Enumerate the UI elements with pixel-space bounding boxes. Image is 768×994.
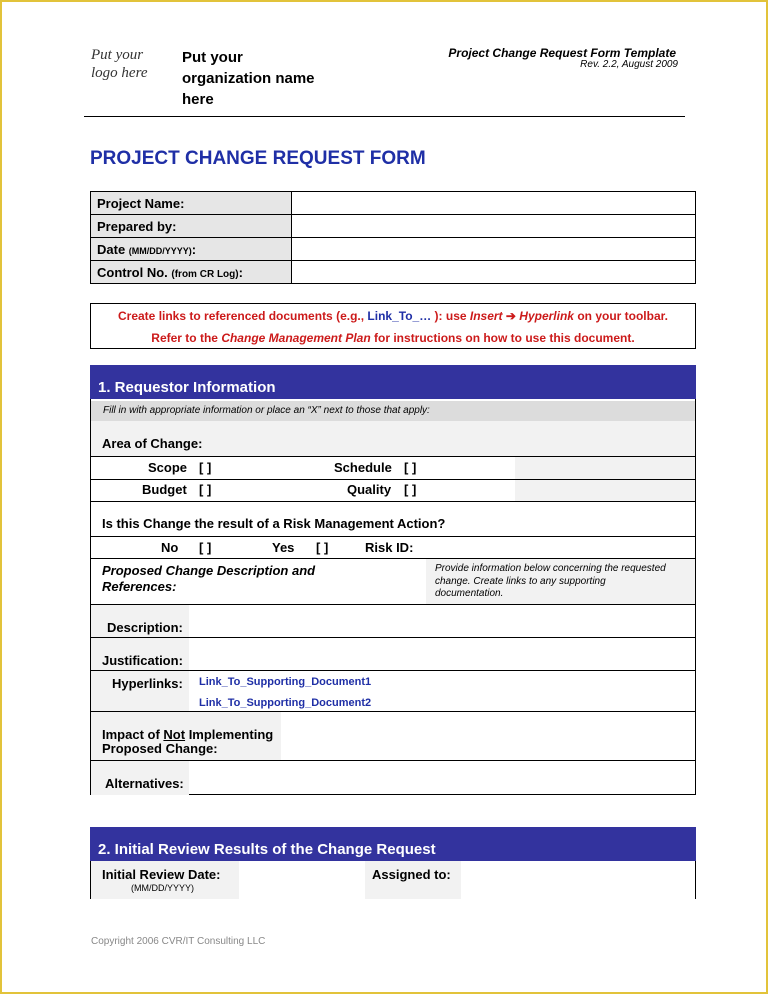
table-row [91,261,696,284]
assigned-to-label: Assigned to: [372,867,451,882]
table-row [91,238,696,261]
area-of-change-label: Area of Change: [102,436,203,451]
supporting-doc-link-2[interactable]: Link_To_Supporting_Document2 [199,697,372,709]
control-no-field[interactable] [292,261,696,284]
description-label: Description: [107,620,183,635]
schedule-label: Schedule [334,460,392,475]
risk-id-label: Risk ID: [365,540,414,555]
scope-checkbox[interactable]: [ ] [199,460,212,475]
section-1-body [90,399,696,795]
arrow-icon: ➔ [502,309,520,323]
quality-label: Quality [347,482,392,497]
prepared-by-label: Prepared by: [91,215,292,238]
initial-review-date-label: Initial Review Date: [102,867,221,882]
project-name-field[interactable] [292,192,696,215]
proposed-change-label: Proposed Change Description and References: [102,563,316,594]
date-label: Date (MM/DD/YYYY): [91,238,292,261]
note-line-1: Create links to referenced documents (e.g., Link_To_… ): use Insert ➔ Hyperlink on your toolbar. [118,309,668,323]
section-2-body [90,861,696,899]
proposed-change-note: Provide information below concerning the requested change. Create links to any supporting documentation. [435,563,666,599]
template-title: Project Change Request Form Template [448,46,676,60]
form-title: PROJECT CHANGE REQUEST FORM [90,148,426,169]
scope-label: Scope [148,460,188,475]
header-divider [84,116,685,117]
date-field[interactable] [292,238,696,261]
no-checkbox[interactable]: [ ] [199,540,212,555]
section-2-header: 2. Initial Review Results of the Change Request [90,827,696,861]
alternatives-label: Alternatives: [105,776,184,791]
copyright: Copyright 2006 CVR/IT Consulting LLC [91,936,266,947]
note-line-2: Refer to the Change Management Plan for instructions on how to use this document. [151,331,635,345]
justification-label: Justification: [102,653,183,668]
yes-checkbox[interactable]: [ ] [316,540,329,555]
risk-question: Is this Change the result of a Risk Management Action? [102,516,446,531]
budget-checkbox[interactable]: [ ] [199,482,212,497]
prepared-by-field[interactable] [292,215,696,238]
table-row [91,192,696,215]
logo-placeholder: Put your logo here [91,47,148,81]
review-date-format: (MM/DD/YYYY) [131,883,194,893]
schedule-checkbox[interactable]: [ ] [404,460,417,475]
table-row [91,215,696,238]
supporting-doc-link-1[interactable]: Link_To_Supporting_Document1 [199,676,372,688]
template-revision: Rev. 2.2, August 2009 [580,59,678,70]
project-name-label: Project Name: [91,192,292,215]
control-no-label: Control No. (from CR Log): [91,261,292,284]
section-1-header: 1. Requestor Information [90,365,696,399]
no-label: No [161,540,179,555]
instructions-note [90,303,696,349]
impact-label: Impact of Not Implementing Proposed Change: [102,727,274,756]
quality-checkbox[interactable]: [ ] [404,482,417,497]
organization-name: Put your organization name here [182,49,315,108]
example-link[interactable]: Link_To_… [367,309,432,323]
yes-label: Yes [272,540,295,555]
hyperlinks-label: Hyperlinks: [112,676,183,691]
budget-label: Budget [142,482,187,497]
project-info-table [90,191,696,284]
fill-instructions: Fill in with appropriate information or place an “X” next to those that apply: [91,401,695,421]
